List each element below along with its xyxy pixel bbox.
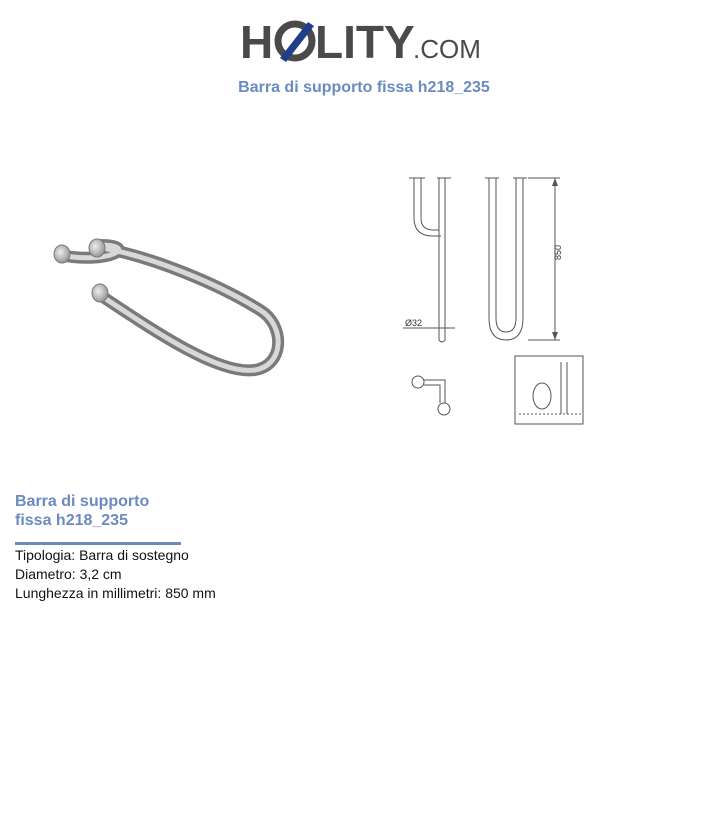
logo-text-lity: LITY [315, 16, 415, 68]
product-title-line2: fissa h218_235 [15, 512, 128, 529]
page-title: Barra di supporto fissa h218_235 [238, 79, 490, 96]
installation-view-icon [515, 356, 583, 424]
title-divider [15, 542, 181, 545]
top-view-icon [412, 376, 450, 415]
logo-o-icon [278, 22, 314, 62]
product-image [40, 225, 300, 395]
spec-value: 850 mm [165, 585, 216, 601]
spec-row-diameter [15, 565, 216, 584]
diameter-dimension-label: Ø32 [405, 318, 423, 328]
product-title [15, 492, 215, 530]
holity-logo[interactable] [240, 14, 490, 70]
spec-value: Barra di sostegno [79, 547, 189, 563]
spec-row-type [15, 546, 216, 565]
length-dimension-label: 850 [553, 244, 563, 260]
spec-row-length [15, 584, 216, 603]
spec-value: 3,2 cm [79, 566, 122, 582]
logo-text-h: H [240, 16, 274, 68]
spec-list [15, 546, 216, 603]
technical-drawing [395, 168, 595, 430]
product-title-line1: Barra di supporto [15, 493, 150, 510]
spec-label: Lunghezza in millimetri: [15, 585, 162, 601]
spec-label: Diametro: [15, 566, 76, 582]
logo-text-com: .COM [413, 34, 481, 64]
spec-label: Tipologia: [15, 547, 76, 563]
